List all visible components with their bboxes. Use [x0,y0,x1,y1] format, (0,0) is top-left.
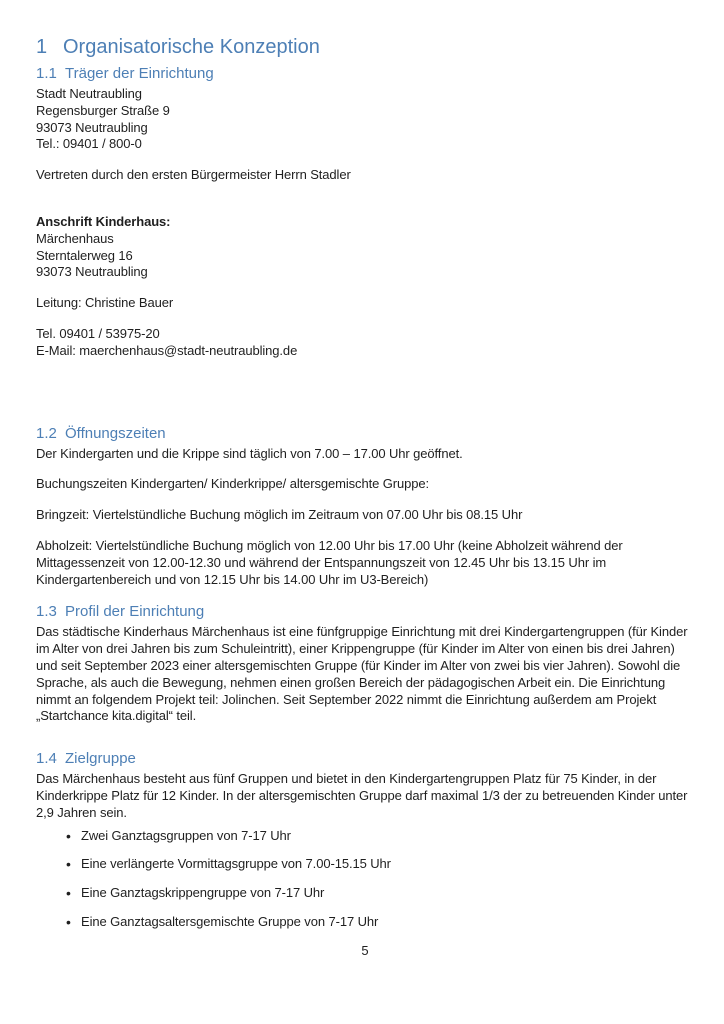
bringzeit-paragraph: Bringzeit: Viertelstündliche Buchung möglich im Zeitraum von 07.00 Uhr bis 08.15 Uhr [36,507,523,523]
heading-number: 1.3 [36,603,57,621]
heading-text: Profil der Einrichtung [65,603,205,621]
anschrift-line: Märchenhaus [36,230,114,246]
anschrift-line: Sterntalerweg 16 [36,247,133,263]
heading-number: 1.2 [36,424,57,442]
address-line: 93073 Neutraubling [36,119,148,135]
heading-text: Träger der Einrichtung [65,65,214,82]
heading-1-4-zielgruppe [36,749,694,769]
vertreten-paragraph: Vertreten durch den ersten Bürgermeister Herrn Stadler [36,167,351,183]
anschrift-line: 93073 Neutraubling [36,264,148,280]
zielgruppe-paragraph: Das Märchenhaus besteht aus fünf Gruppen und bietet in den Kindergartengruppen Platz für 75 Kinder, in der Kinderkrippe Platz für 12 Kinder. In der altersgemischten Gruppe darf maximal 1/3 der zu betreuenden Kinder unter 2,9 Jahren sein. [36,771,688,820]
abholzeit-paragraph: Abholzeit: Viertelstündliche Buchung möglich von 12.00 Uhr bis 17.00 Uhr (keine Abholzeit während der Mittagessenzeit von 12.00-12.30 und während der Entspannungszeit von 12.45 Uhr bis 13.15 Uhr im Kindergartenbereich und von 12.15 Uhr bis 14.00 Uhr im U3-Bereich) [36,537,623,587]
list-item: • Eine Ganztagskrippengruppe von 7-17 Uhr [66,885,694,902]
heading-text: Organisatorische Konzeption [63,36,320,58]
vertical-spacer [36,198,694,214]
list-item: • Zwei Ganztagsgruppen von 7-17 Uhr [66,828,694,845]
anschrift-label: Anschrift Kinderhaus: [36,213,171,229]
vertical-spacer [36,374,694,424]
heading-text: Öffnungszeiten [65,424,166,442]
phone-line: Tel.: 09401 / 800-0 [36,136,142,152]
anschrift-block [36,214,694,281]
heading-1-organisatorische-konzeption [36,34,694,60]
heading-number: 1 [36,36,48,58]
heading-1-3-profil-der-einrichtung [36,602,694,622]
address-line: Stadt Neutraubling [36,86,142,101]
buchungszeiten-paragraph: Buchungszeiten Kindergarten/ Kinderkrippe/ altersgemischte Gruppe: [36,476,430,492]
phone-line: Tel. 09401 / 53975-20 [36,325,160,341]
profil-paragraph: Das städtische Kinderhaus Märchenhaus ist eine fünfgruppige Einrichtung mit drei Kindergartengruppen (für Kinder im Alter von drei Jahren bis zum Schuleintritt), einer Krippengruppe (für Kinder im Alter von einen bis drei Jahren) und seit September 2023 einer altersgemischten Gruppe (für Kinder im Alter von zwei bis vier Jahren). Sowohl die Sprache, als auch die Bewegung, nehmen einen großen Bereich der pädagogischen Arbeit ein. Die Einrichtung nimmt an folgendem Projekt teil: Jolinchen. Seit September 2022 nimmt die Einrichtung außerdem am Projekt „Startchance kita.digital“ teil. [36,624,688,724]
oeffnungszeiten-paragraph: Der Kindergarten und die Krippe sind täglich von 7.00 – 17.00 Uhr geöffnet. [36,445,463,461]
leitung-paragraph: Leitung: Christine Bauer [36,295,174,311]
list-item: • Eine Ganztagsaltersgemischte Gruppe von 7-17 Uhr [66,914,694,931]
address-line: Regensburger Straße 9 [36,102,170,118]
kontakt-block [36,326,694,360]
heading-number: 1.4 [36,750,57,768]
email-line: E-Mail: maerchenhaus@stadt-neutraubling.de [36,342,298,358]
heading-1-2-oeffnungszeiten [36,424,694,444]
page-number: 5 [361,942,369,958]
list-item: • Eine verlängerte Vormittagsgruppe von 7.00-15.15 Uhr [66,856,694,873]
gruppen-bullet-list [66,828,694,931]
traeger-address-block [36,86,694,153]
heading-1-1-traeger-der-einrichtung [36,64,694,84]
heading-text: Zielgruppe [65,750,136,768]
heading-number: 1.1 [36,65,57,82]
